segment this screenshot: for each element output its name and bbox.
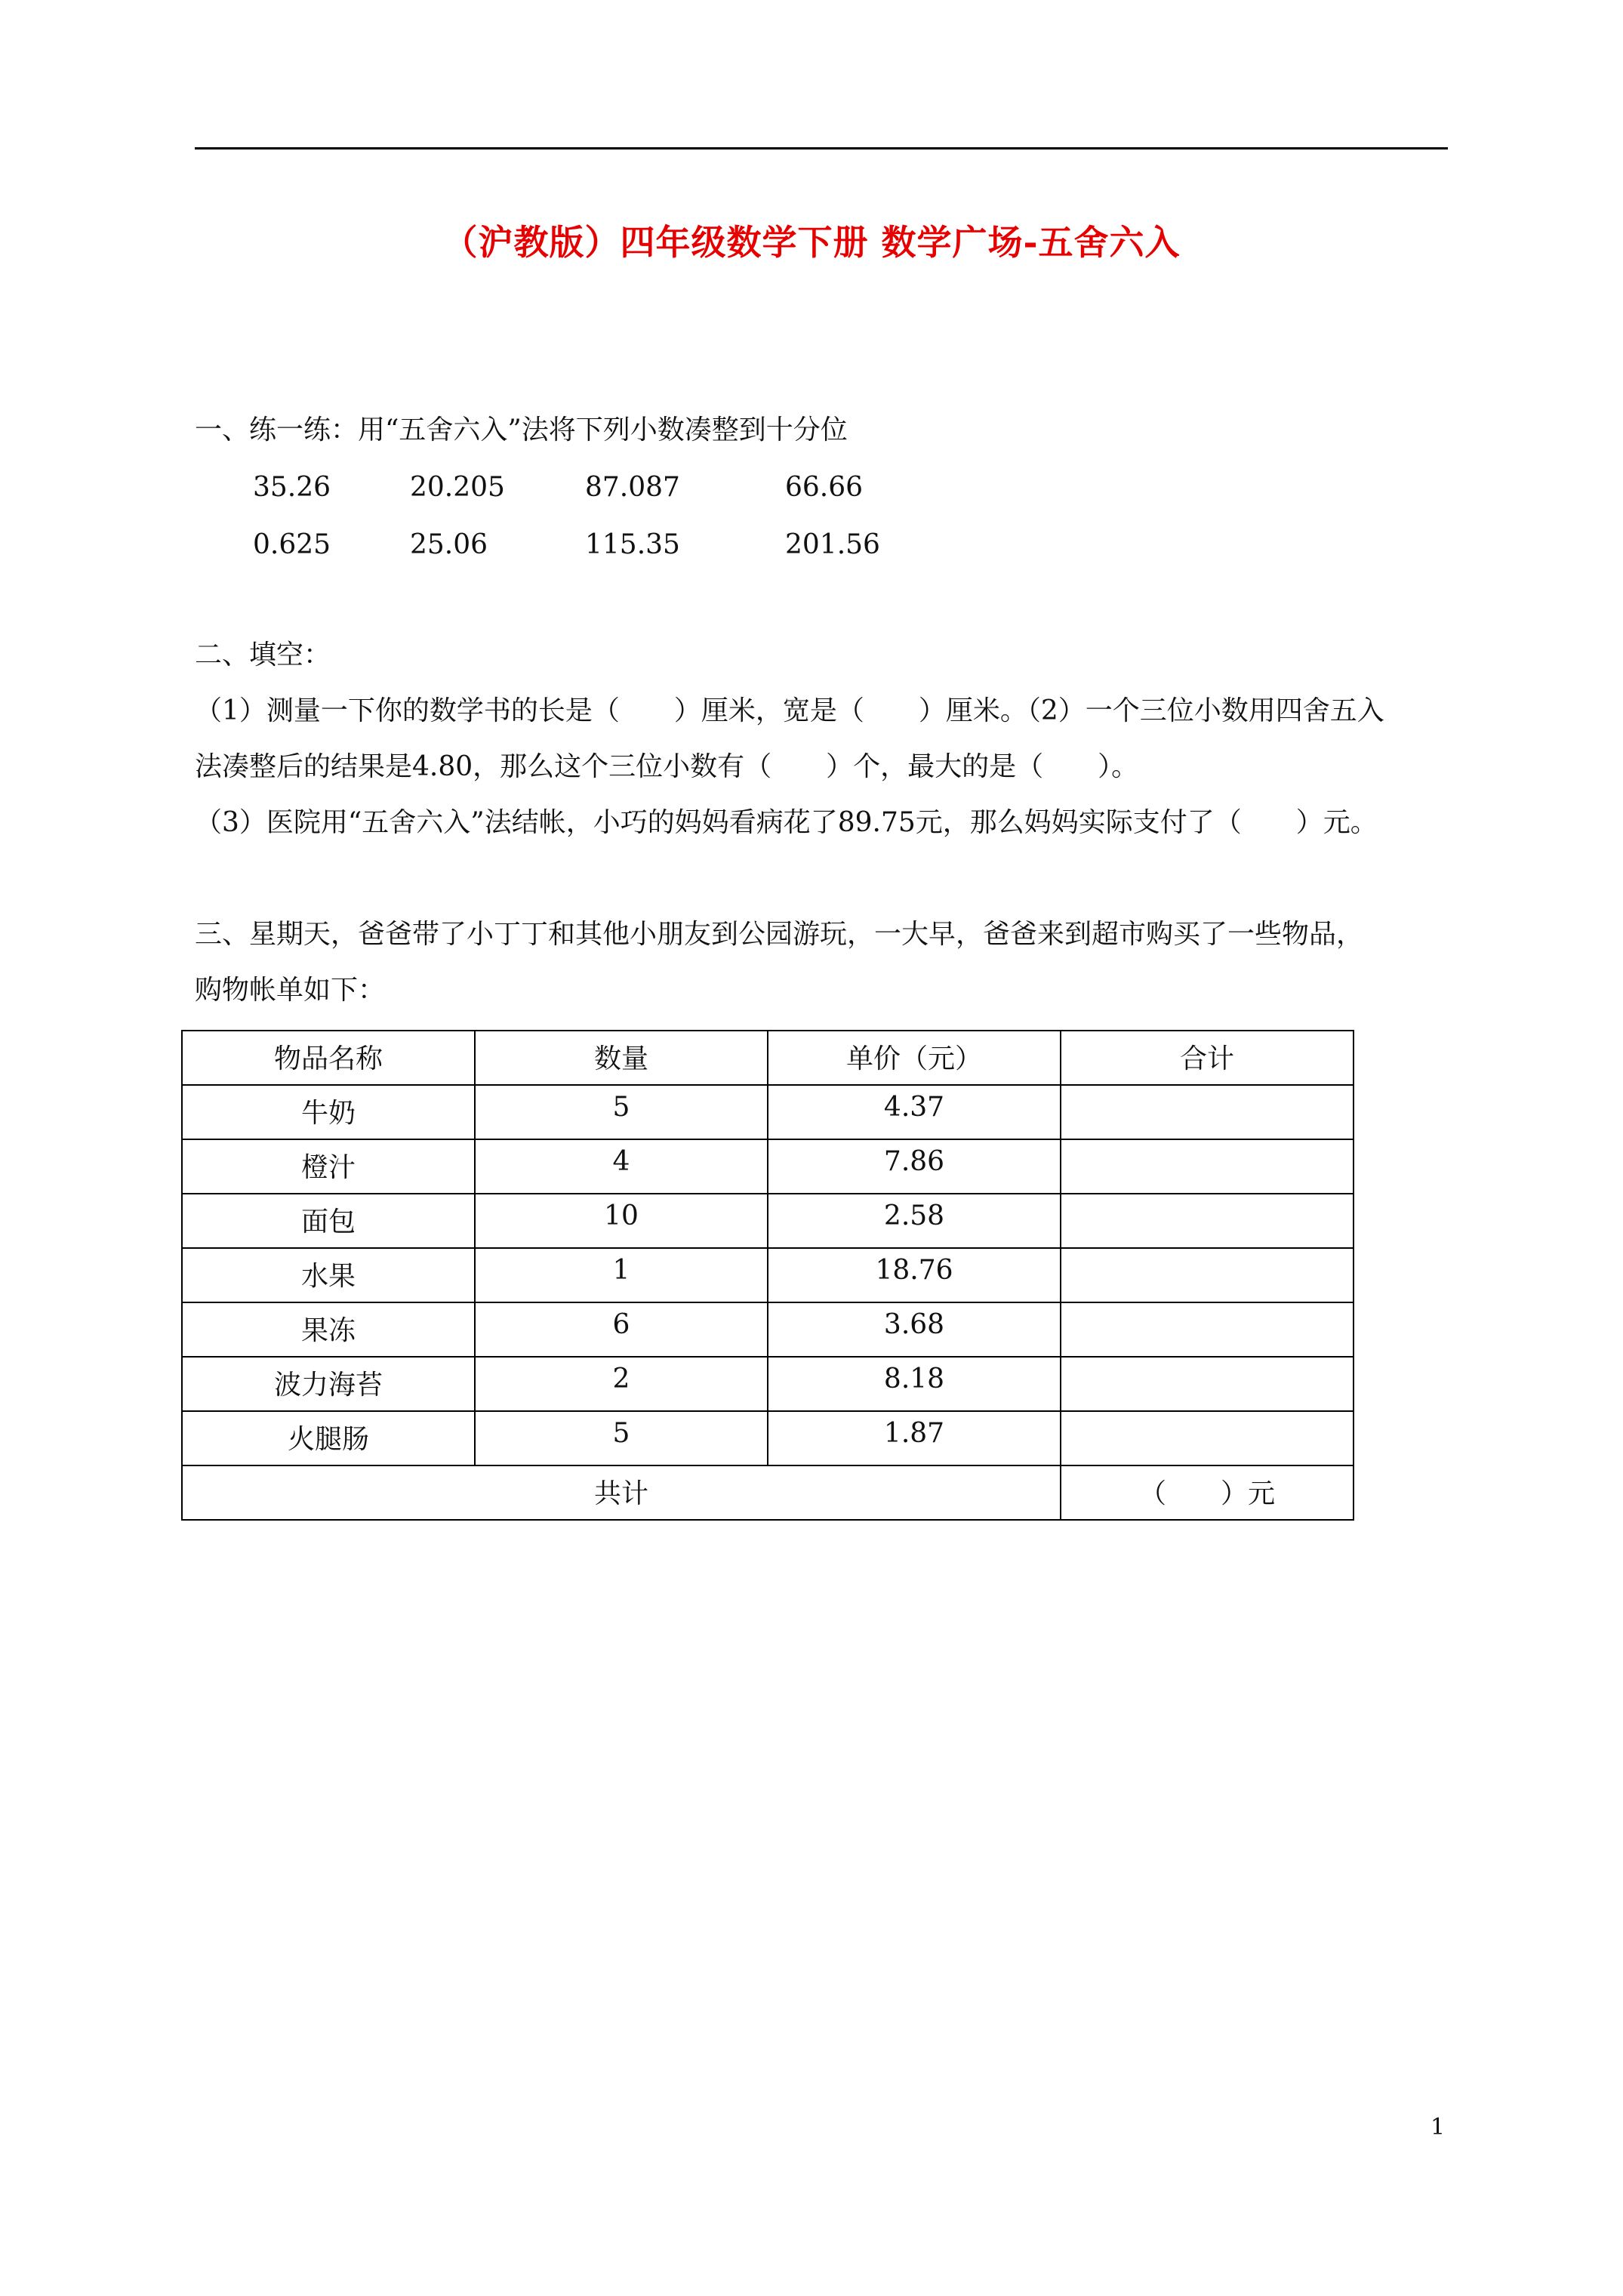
quantity-cell: 10 [475, 1194, 768, 1248]
exercise-number: 66.66 [785, 472, 864, 503]
subtotal-cell[interactable] [1061, 1194, 1354, 1248]
subtotal-cell[interactable] [1061, 1248, 1354, 1302]
item-name-cell: 果冻 [182, 1302, 475, 1357]
unit-price-cell: 7.86 [768, 1139, 1061, 1194]
unit-price-cell: 2.58 [768, 1194, 1061, 1248]
table-row [182, 1302, 1354, 1357]
unit-price-cell: 1.87 [768, 1411, 1061, 1465]
table-row [182, 1357, 1354, 1411]
quantity-cell: 4 [475, 1139, 768, 1194]
exercise-number: 201.56 [785, 529, 880, 560]
item-name-cell: 面包 [182, 1194, 475, 1248]
item-name-cell: 波力海苔 [182, 1357, 475, 1411]
subtotal-cell[interactable] [1061, 1139, 1354, 1194]
page-title: （沪教版）四年级数学下册 数学广场-五舍六入 [442, 222, 1181, 263]
quantity-cell: 5 [475, 1411, 768, 1465]
section1-heading: 一、练一练：用“五舍六入”法将下列小数凑整到十分位 [195, 415, 848, 445]
header-item-name: 物品名称 [182, 1031, 475, 1085]
header-quantity: 数量 [475, 1031, 768, 1085]
header-unit-price: 单价（元） [768, 1031, 1061, 1085]
exercise-number: 35.26 [253, 472, 331, 503]
subtotal-cell[interactable] [1061, 1085, 1354, 1139]
header-rule [195, 147, 1448, 149]
item-name-cell: 橙汁 [182, 1139, 475, 1194]
page-number: 1 [1431, 2114, 1446, 2140]
total-label-cell: 共计 [182, 1465, 1061, 1520]
table-row [182, 1411, 1354, 1465]
subtotal-cell[interactable] [1061, 1411, 1354, 1465]
section3-line-2: 购物帐单如下： [195, 975, 386, 1006]
exercise-number: 25.06 [410, 529, 488, 560]
item-name-cell: 牛奶 [182, 1085, 475, 1139]
unit-price-cell: 8.18 [768, 1357, 1061, 1411]
header-subtotal: 合计 [1061, 1031, 1354, 1085]
quantity-cell: 6 [475, 1302, 768, 1357]
quantity-cell: 1 [475, 1248, 768, 1302]
unit-price-cell: 4.37 [768, 1085, 1061, 1139]
shopping-bill-table [181, 1030, 1354, 1521]
subtotal-cell[interactable] [1061, 1357, 1354, 1411]
unit-price-cell: 3.68 [768, 1302, 1061, 1357]
item-name-cell: 水果 [182, 1248, 475, 1302]
item-name-cell: 火腿肠 [182, 1411, 475, 1465]
fill-blank-line-1: （1）测量一下你的数学书的长是（ ）厘米，宽是（ ）厘米。（2）一个三位小数用四舍五入 [195, 695, 1384, 726]
fill-blank-line-2: 法凑整后的结果是4.80，那么这个三位小数有（ ）个，最大的是（ ）。 [195, 751, 1139, 782]
unit-price-cell: 18.76 [768, 1248, 1061, 1302]
fill-blank-line-3: （3）医院用“五舍六入”法结帐，小巧的妈妈看病花了89.75元，那么妈妈实际支付了（ ）元。 [195, 807, 1378, 838]
table-row [182, 1085, 1354, 1139]
table-total-row [182, 1465, 1354, 1520]
quantity-cell: 5 [475, 1085, 768, 1139]
exercise-number: 87.087 [585, 472, 680, 503]
table-header-row [182, 1031, 1354, 1085]
quantity-cell: 2 [475, 1357, 768, 1411]
table-row [182, 1194, 1354, 1248]
exercise-number: 20.205 [410, 472, 505, 503]
section2-heading: 二、填空： [195, 639, 331, 670]
table-row [182, 1248, 1354, 1302]
total-value-cell[interactable]: （ ）元 [1061, 1465, 1354, 1520]
exercise-number: 115.35 [585, 529, 680, 560]
table-row [182, 1139, 1354, 1194]
section3-line-1: 三、星期天，爸爸带了小丁丁和其他小朋友到公园游玩，一大早，爸爸来到超市购买了一些物品， [195, 919, 1364, 950]
exercise-number: 0.625 [253, 529, 331, 560]
subtotal-cell[interactable] [1061, 1302, 1354, 1357]
